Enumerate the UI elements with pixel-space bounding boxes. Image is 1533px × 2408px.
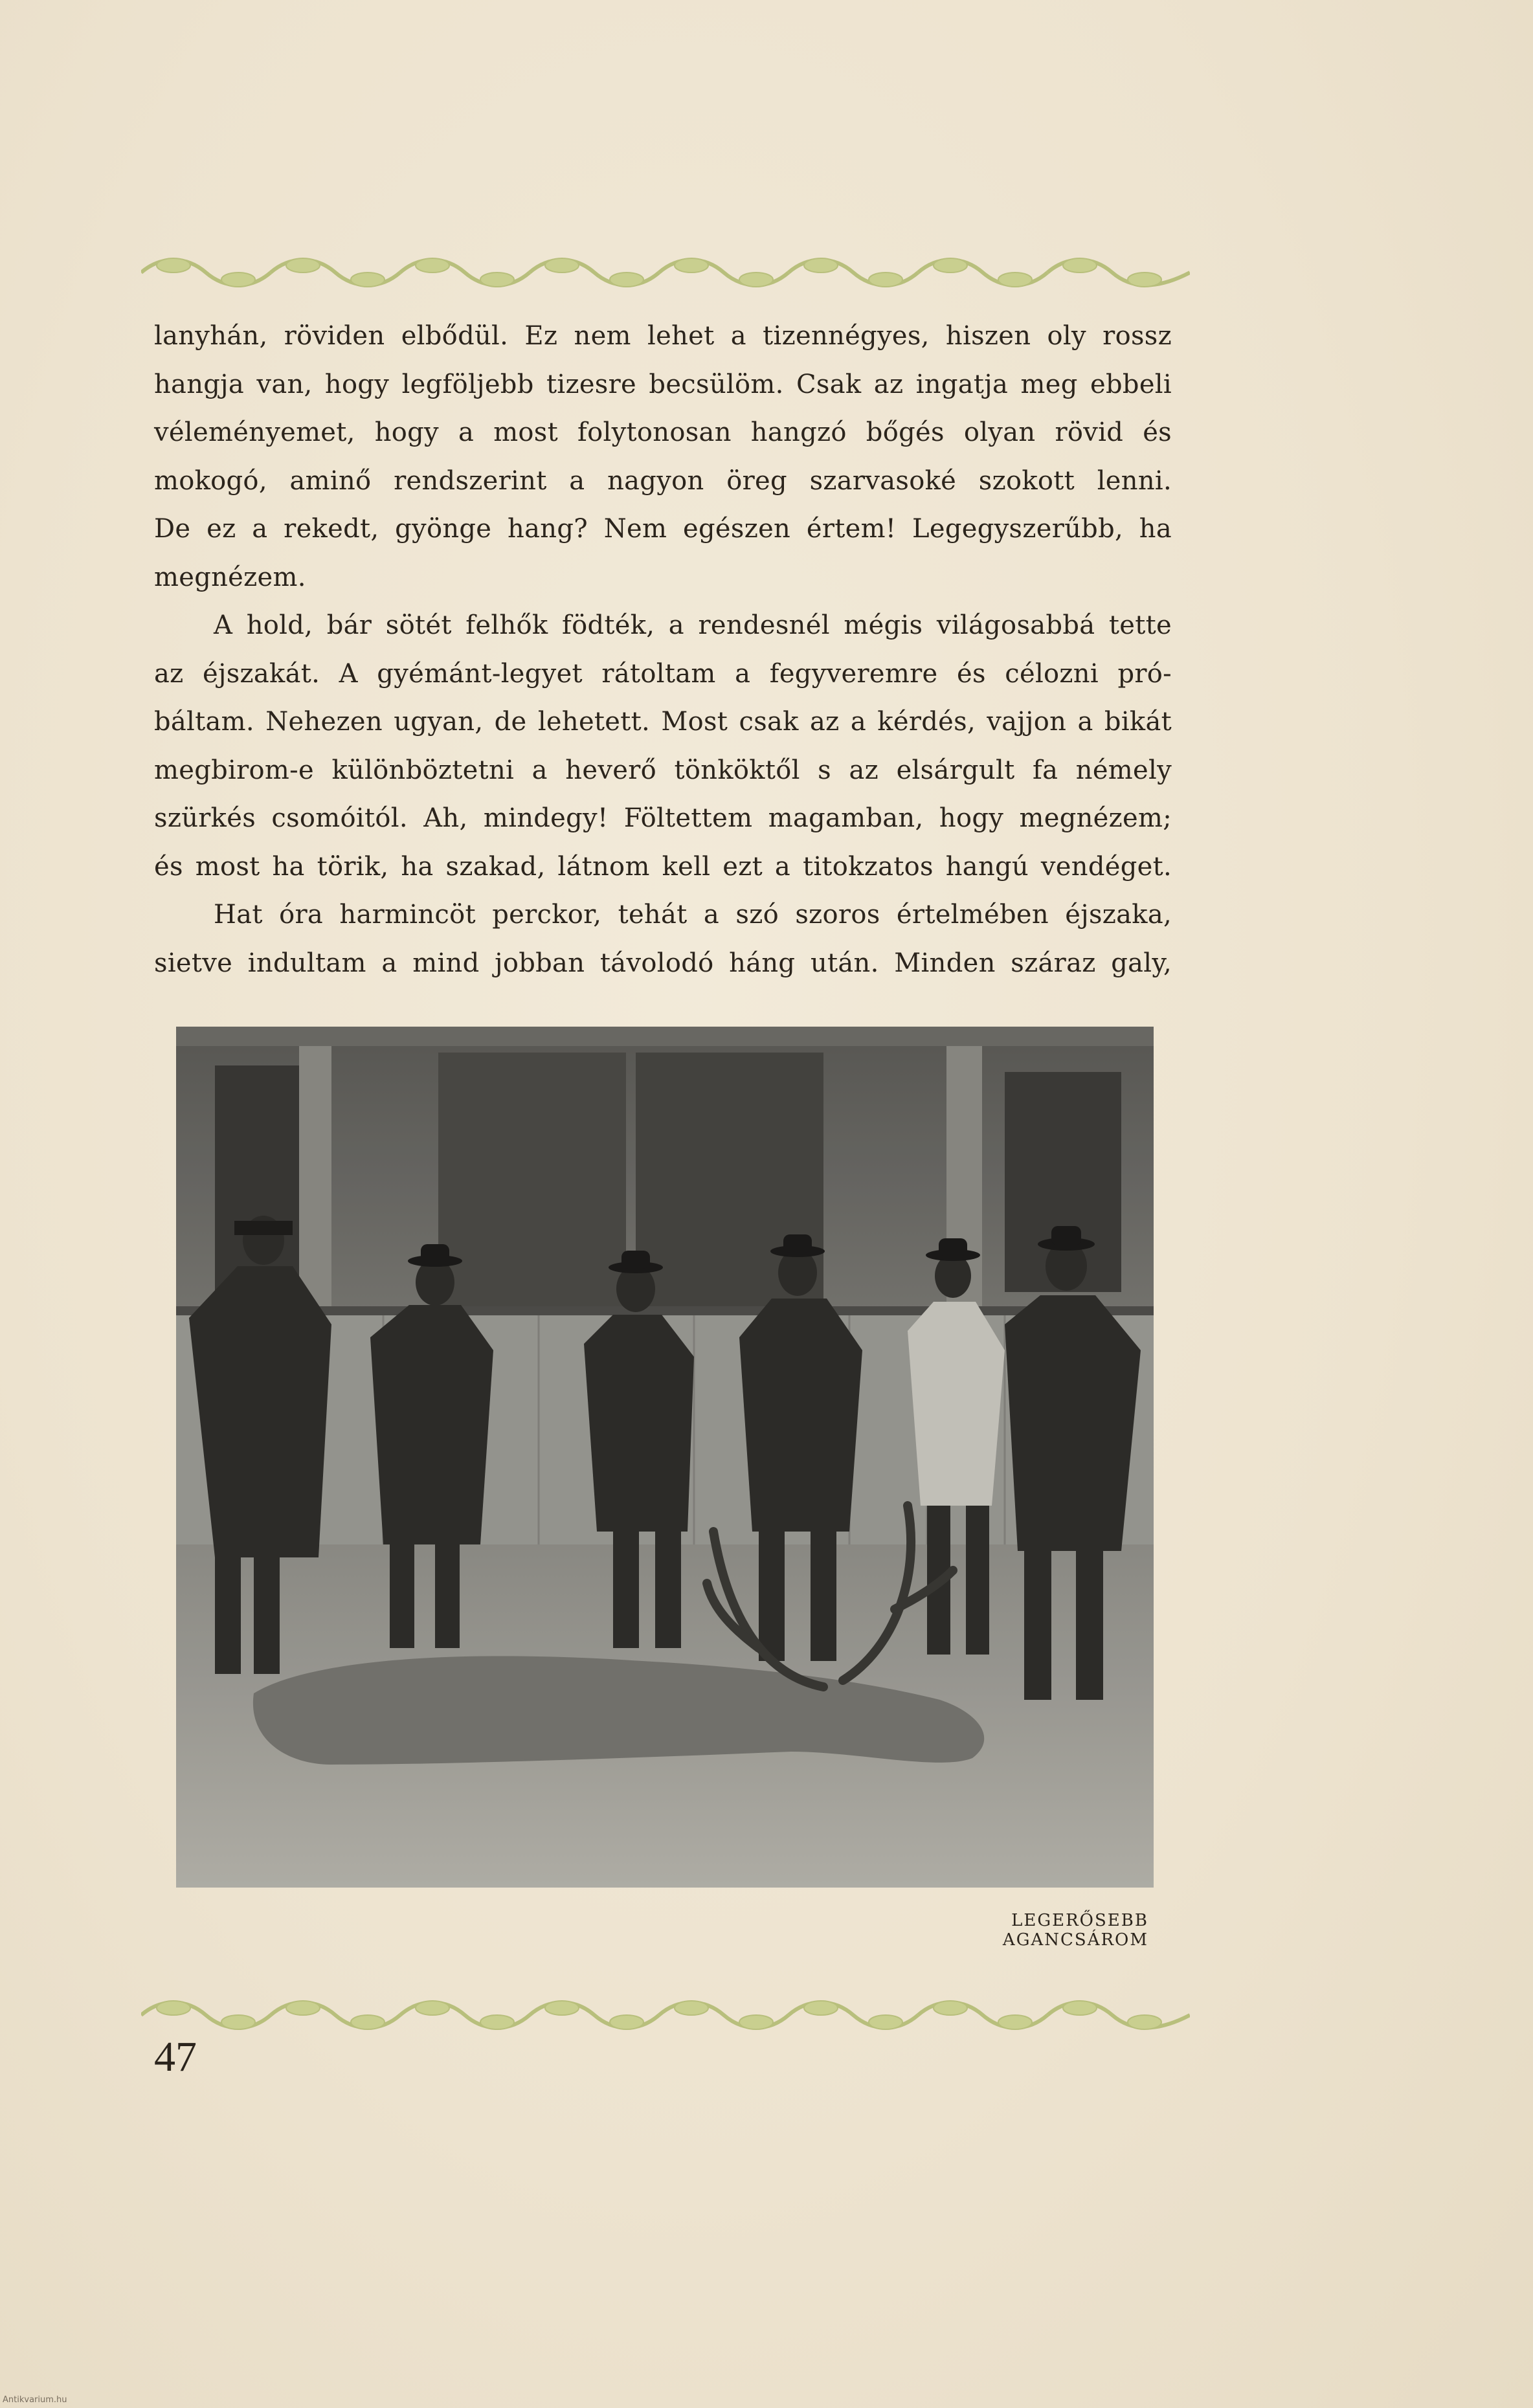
text-line: mokogó, aminő rendszerint a nagyon öreg szarvasoké szokott lenni. [154,465,1172,496]
hunting-party-photo [176,1027,1154,1888]
text-line: hangja van, hogy legföljebb tizesre becsülöm. Csak az ingatja meg ebbeli [154,369,1172,399]
text-line: sietve indultam a mind jobban távolodó háng után. Minden száraz galy, [154,948,1172,978]
bottom-ornament-band [141,1995,1190,2035]
text-line: szürkés csomóitól. Ah, mindegy! Föltettem magamban, hogy megnézem; [154,803,1172,833]
body-text [154,312,1172,987]
text-line: az éjszakát. A gyémánt-legyet rátoltam a fegyveremre és célozni pró- [154,658,1172,689]
text-line: báltam. Nehezen ugyan, de lehetett. Most csak az a kérdés, vajjon a bikát [154,707,1172,737]
watermark: Antikvarium.hu [3,2395,67,2405]
text-line: megbirom-e különböztetni a heverő tönköktől s az elsárgult fa némely [154,755,1172,785]
photo-caption: LEGERŐSEBB AGANCSÁROM [1002,1911,1148,1950]
text-line: megnézem. [154,562,306,592]
photo-illustration [176,1027,1154,1888]
text-line: lanyhán, röviden elbődül. Ez nem lehet a tizennégyes, hiszen oly rossz [154,321,1172,351]
text-line: De ez a rekedt, gyönge hang? Nem egészen értem! Legegyszerűbb, ha [154,514,1172,544]
text-line: véleményemet, hogy a most folytonosan hangzó bőgés olyan rövid és [154,418,1172,447]
top-ornament-band [141,252,1190,293]
text-line: Hat óra harmincöt perckor, tehát a szó szoros értelmében éjszaka, [214,900,1172,930]
page-number: 47 [154,2033,197,2080]
text-line: A hold, bár sötét felhők födték, a rendesnél mégis világosabbá tette [214,610,1172,640]
text-line: és most ha törik, ha szakad, látnom kell ezt a titokzatos hangú vendéget. [154,851,1172,882]
